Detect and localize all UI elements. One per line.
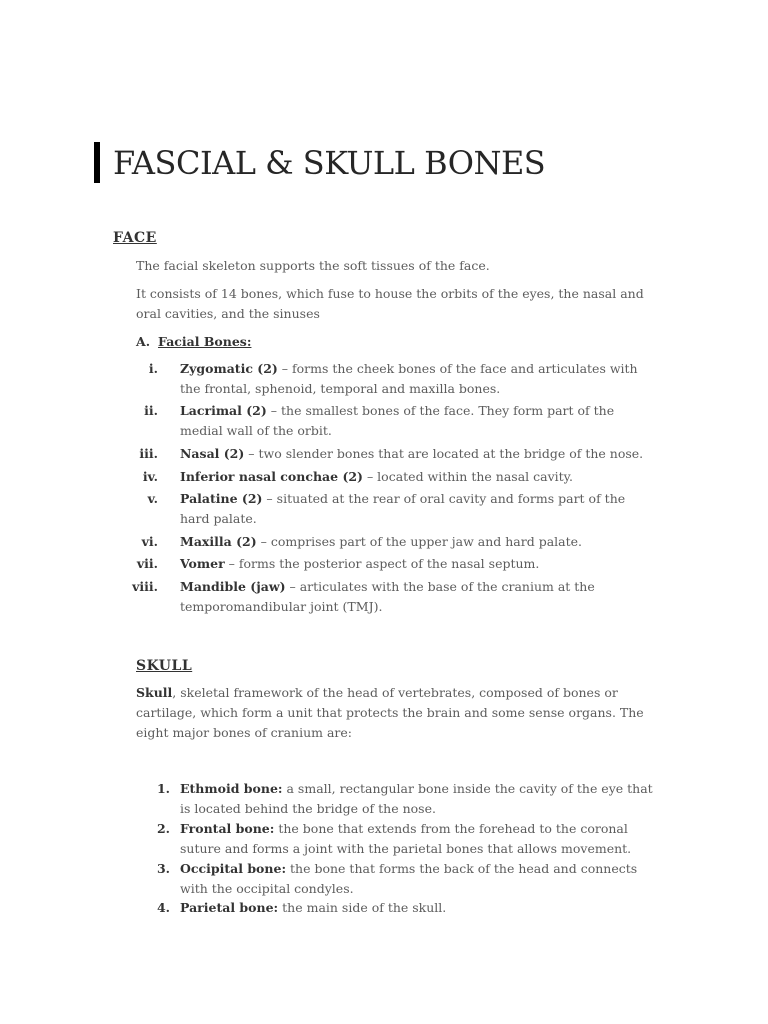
item-description: – articulates with the base of the cranium at the temporomandibular joint (TMJ). <box>180 579 595 614</box>
item-term: Parietal bone: <box>180 900 279 915</box>
subheading-letter: A. <box>136 334 151 349</box>
item-number: ii. <box>144 403 158 418</box>
item-term: Lacrimal (2) <box>180 403 267 418</box>
item-number: iii. <box>139 446 158 461</box>
item-description: the main side of the skull. <box>278 900 447 915</box>
item-description: – situated at the rear of oral cavity and forms part of the hard palate. <box>180 491 626 526</box>
item-description: – comprises part of the upper jaw and hard palate. <box>256 534 583 549</box>
item-term: Zygomatic (2) <box>180 361 278 376</box>
item-term: Frontal bone: <box>180 821 275 836</box>
subheading-label: Facial Bones: <box>158 334 252 349</box>
item-term: Nasal (2) <box>180 446 245 461</box>
item-description: – forms the cheek bones of the face and articulates with the frontal, sphenoid, temporal and maxilla bones. <box>180 361 638 396</box>
skull-intro-term: Skull <box>136 685 173 700</box>
face-paragraph-2: It consists of 14 bones, which fuse to house the orbits of the eyes, the nasal and oral cavities, and the sinuses <box>136 286 644 321</box>
item-description: the bone that extends from the forehead to the coronal suture and forms a joint with the parietal bones that allows movement. <box>180 821 632 856</box>
item-term: Mandible (jaw) <box>180 579 286 594</box>
item-description: – forms the posterior aspect of the nasal septum. <box>224 556 540 571</box>
item-number: i. <box>148 361 158 376</box>
item-term: Ethmoid bone: <box>180 781 283 796</box>
skull-intro-text: , skeletal framework of the head of vertebrates, composed of bones or cartilage, which form a unit that protects the brain and some sense organs. The eight major bones of cranium are: <box>136 685 644 740</box>
item-number: v. <box>147 491 158 506</box>
item-number: 2. <box>156 821 170 836</box>
item-term: Maxilla (2) <box>180 534 257 549</box>
face-paragraph-1: The facial skeleton supports the soft tissues of the face. <box>136 258 490 273</box>
item-number: 1. <box>156 781 170 796</box>
skull-intro-paragraph <box>136 683 656 743</box>
item-term: Vomer <box>180 556 225 571</box>
item-description: a small, rectangular bone inside the cavity of the eye that is located behind the bridge of the nose. <box>180 781 653 816</box>
title-accent-bar <box>94 142 100 183</box>
item-number: iv. <box>142 469 158 484</box>
page-title: FASCIAL & SKULL BONES <box>113 144 546 182</box>
item-description: – the smallest bones of the face. They form part of the medial wall of the orbit. <box>180 403 615 438</box>
item-term: Inferior nasal conchae (2) <box>180 469 363 484</box>
item-description: – two slender bones that are located at the bridge of the nose. <box>244 446 644 461</box>
section-heading-skull: SKULL <box>136 658 193 674</box>
item-term: Occipital bone: <box>180 861 287 876</box>
facial-bones-subheading <box>136 332 251 352</box>
item-term: Palatine (2) <box>180 491 263 506</box>
item-number: vi. <box>141 534 158 549</box>
section-heading-face: FACE <box>113 230 157 246</box>
item-description: the bone that forms the back of the head and connects with the occipital condyles. <box>180 861 638 896</box>
item-number: 3. <box>156 861 170 876</box>
item-number: 4. <box>156 900 170 915</box>
item-number: viii. <box>132 579 158 594</box>
item-number: vii. <box>136 556 158 571</box>
item-description: – located within the nasal cavity. <box>362 469 574 484</box>
